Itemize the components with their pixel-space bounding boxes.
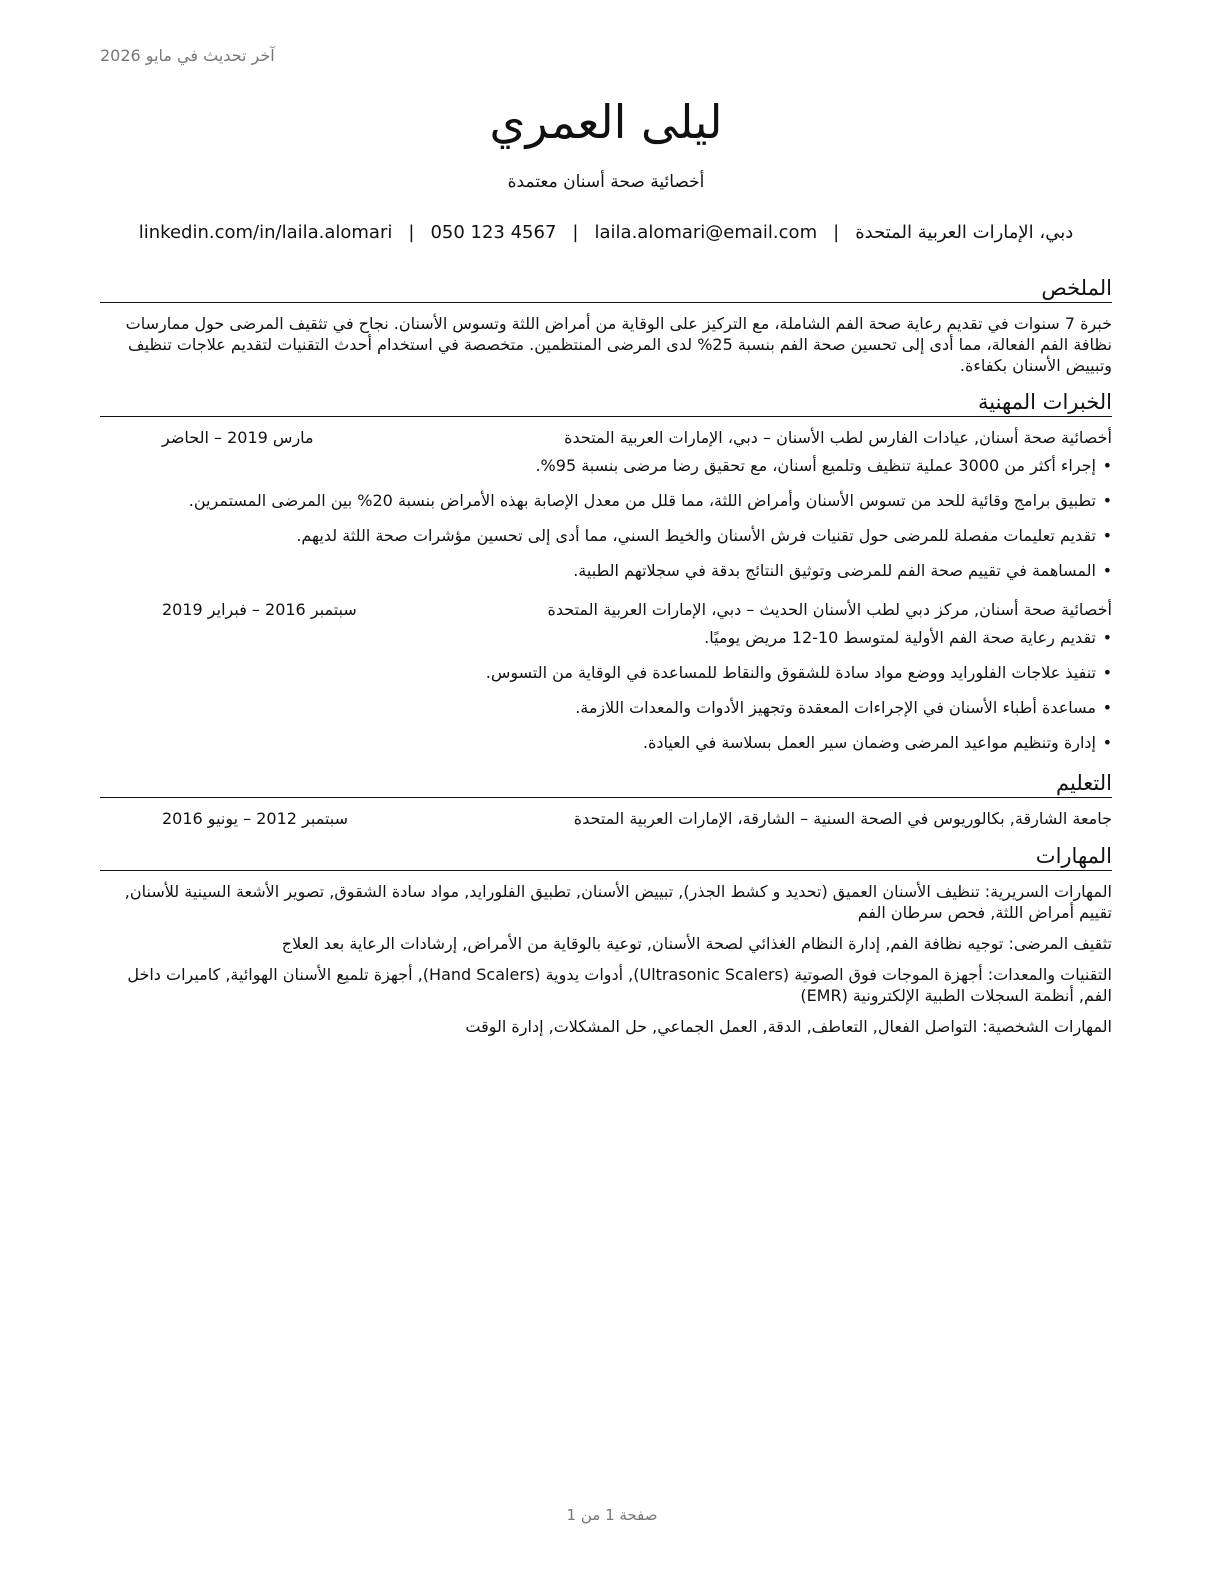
contact-phone: 050 123 4567 — [430, 222, 557, 243]
bullet-item: • تطبيق برامج وقائية للحد من تسوس الأسنان وأمراض اللثة، مما قلل من معدل الإصابة بهذه الأمراض بنسبة 20% بين المرضى المستمرين. — [100, 490, 1112, 511]
contact-line — [100, 222, 1112, 243]
education-entry — [100, 808, 1112, 830]
job-header — [100, 427, 1112, 449]
job-dates: سبتمبر 2016 – فبراير 2019 — [162, 600, 357, 619]
contact-separator: | — [572, 222, 579, 243]
bullet-item: • إدارة وتنظيم مواعيد المرضى وضمان سير العمل بسلاسة في العيادة. — [100, 732, 1112, 753]
job-entry — [100, 599, 1112, 753]
job-dates: مارس 2019 – الحاضر — [162, 428, 314, 447]
skill-group-clinical: المهارات السريرية: تنظيف الأسنان العميق (تحديد و كشط الجذر), تبييض الأسنان, تطبيق الفلورايد, مواد سادة الشقوق, تصوير الأشعة السينية للأسنان, تقييم أمراض اللثة, فحص سرطان الفم — [124, 882, 1112, 922]
bullet-item: • إجراء أكثر من 3000 عملية تنظيف وتلميع أسنان، مع تحقيق رضا مرضى بنسبة 95%. — [100, 455, 1112, 476]
contact-email[interactable]: laila.alomari@email.com — [594, 222, 818, 243]
job-title: أخصائية صحة أسنان, مركز دبي لطب الأسنان الحديث – دبي، الإمارات العربية المتحدة — [547, 600, 1112, 619]
skill-group-education: تثقيف المرضى: توجيه نظافة الفم, إدارة النظام الغذائي لصحة الأسنان, توعية بالوقاية من الأمراض, إرشادات الرعاية بعد العلاج — [281, 934, 1112, 953]
skills-section — [100, 844, 1112, 1037]
bullet-item: • مساعدة أطباء الأسنان في الإجراءات المعقدة وتجهيز الأدوات والمعدات اللازمة. — [100, 697, 1112, 718]
section-heading: المهارات — [100, 844, 1112, 871]
bullet-item: • تقديم رعاية صحة الفم الأولية لمتوسط 10-12 مريض يوميًا. — [100, 627, 1112, 648]
education-degree: جامعة الشارقة, بكالوريوس في الصحة السنية – الشارقة، الإمارات العربية المتحدة — [573, 809, 1112, 828]
job-bullets — [100, 627, 1112, 753]
contact-linkedin[interactable]: linkedin.com/in/laila.alomari — [138, 222, 393, 243]
summary-text: خبرة 7 سنوات في تقديم رعاية صحة الفم الشاملة، مع التركيز على الوقاية من أمراض اللثة وتسوس الأسنان. نجاح في تثقيف المرضى حول ممارسات نظافة الفم الفعالة، مما أدى إلى تحسين صحة الفم بنسبة 25% لدى المرضى المنتظمين. متخصصة في استخدام أحدث التقنيات لتقديم علاجات تنظيف وتبييض الأسنان بكفاءة. — [125, 314, 1112, 375]
section-heading: الخبرات المهنية — [100, 390, 1112, 417]
candidate-role: أخصائية صحة أسنان معتمدة — [507, 172, 705, 192]
summary-section — [100, 276, 1112, 376]
resume-header — [100, 92, 1112, 243]
contact-separator: | — [833, 222, 840, 243]
education-dates: سبتمبر 2012 – يونيو 2016 — [162, 809, 349, 828]
page-number: صفحة 1 من 1 — [566, 1506, 658, 1524]
contact-separator: | — [408, 222, 415, 243]
job-bullets — [100, 455, 1112, 581]
skill-group-soft: المهارات الشخصية: التواصل الفعال, التعاطف, الدقة, العمل الجماعي, حل المشكلات, إدارة الوقت — [465, 1017, 1112, 1036]
bullet-item: • المساهمة في تقييم صحة الفم للمرضى وتوثيق النتائج بدقة في سجلاتهم الطبية. — [100, 560, 1112, 581]
bullet-item: • تقديم تعليمات مفصلة للمرضى حول تقنيات فرش الأسنان والخيط السني، مما أدى إلى تحسين مؤشرات صحة اللثة لديهم. — [100, 525, 1112, 546]
last-updated: آخر تحديث في مايو 2026 — [100, 46, 275, 65]
experience-section — [100, 390, 1112, 753]
section-heading: الملخص — [100, 276, 1112, 303]
contact-location: دبي، الإمارات العربية المتحدة — [855, 222, 1074, 243]
bullet-item: • تنفيذ علاجات الفلورايد ووضع مواد سادة للشقوق والنقاط للمساعدة في الوقاية من التسوس. — [100, 662, 1112, 683]
job-title: أخصائية صحة أسنان, عيادات الفارس لطب الأسنان – دبي، الإمارات العربية المتحدة — [564, 428, 1112, 447]
job-entry — [100, 427, 1112, 581]
job-header — [100, 599, 1112, 621]
section-heading: التعليم — [100, 771, 1112, 798]
resume-content — [100, 276, 1112, 1051]
candidate-name: ليلى العمري — [489, 95, 723, 149]
education-section — [100, 771, 1112, 830]
skill-group-equipment: التقنيات والمعدات: أجهزة الموجات فوق الصوتية (Ultrasonic Scalers), أدوات يدوية (Hand Scalers), أجهزة تلميع الأسنان الهوائية, كاميرات داخل الفم, أنظمة السجلات الطبية الإلكترونية (EMR) — [127, 965, 1112, 1005]
